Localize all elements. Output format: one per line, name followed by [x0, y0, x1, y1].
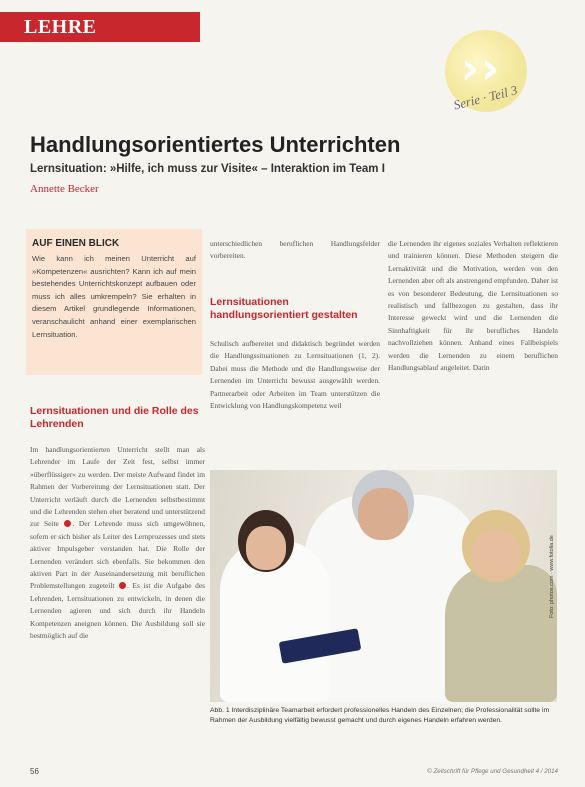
body-text: Im handlungsorientierten Unterricht stellt man als Lehrender im Laufe der Zeit fest, selbst immer »überflüssiger« zu werden. Der meiste Aufwand findet im Rahmen der Vorbereitung der Lernsituationen statt. Der Unterricht verläuft durch die Lernenden selbstbestimmt und die Lehrenden stehen eher beratend und unterstützend zur Seite	[30, 445, 205, 529]
article-title: Handlungsorientiertes Unterrichten	[30, 132, 401, 157]
section-heading-design: Lernsituationen handlungsorientiert gestalten	[210, 296, 358, 321]
body-text: unterschiedlichen beruflichen Handlungsfelder vorbereiten.	[210, 239, 380, 261]
section-label: LEHRE	[24, 16, 97, 38]
article-author: Annette Becker	[30, 183, 99, 195]
team-photo	[210, 470, 557, 702]
section-bar	[0, 12, 200, 42]
column-3-text	[388, 238, 558, 374]
double-chevron-icon: ›	[481, 43, 500, 94]
journal-footer: © Zeitschrift für Pflege und Gesundheit 4 / 2014	[427, 768, 558, 775]
body-text: die Lernenden ihr eigenes soziales Verhalten reflektieren und trainieren können. Diese Methoden steigern die Lernaktivität und die Motivation, werden von den Lernenden aber oft als anstrengend empfunden. Daher ist es von besonderer Bedeutung, die Lernsituationen so realistisch und fallbezogen zu gestalten, dass ihr Interesse geweckt wird und die Lernenden die Sinnhaftigkeit für ihr berufliches Handeln nachvollziehen können. Anhand eines Fallbeispiels werden die Lernenden zu einem beruflichen Handlungsablauf angeleitet. Darin	[388, 239, 558, 373]
photo-caption: Abb. 1 Interdisziplinäre Teamarbeit erfordert professionelles Handeln des Einzelnen; die Professionalität sollte im Rahmen der Ausbildung vielfältig bewusst gemacht und durch eigenes Handeln erfahren werden.	[210, 707, 550, 724]
series-label: Serie · Teil 3	[452, 82, 519, 113]
double-chevron-icon: ›	[461, 43, 480, 94]
column-2-intro	[210, 238, 380, 263]
numbered-marker-icon	[119, 582, 126, 589]
summary-box	[26, 229, 202, 375]
article-subtitle: Lernsituation: »Hilfe, ich muss zur Visite« – Interaktion im Team I	[30, 163, 385, 175]
summary-heading: AUF EINEN BLICK	[32, 238, 120, 249]
summary-text: Wie kann ich meinen Unterricht auf »Kompetenzen« ausrichten? Kann ich auf mein bestehendes Unterrichtskonzept aufbauen oder muss ich alles umkrempeln? Sie erhalten in diesem Artikel grundlegende Informationen, veranschaulicht anhand einer exemplarischen Lernsituation.	[32, 254, 196, 339]
body-text: . Der Lehrende muss sich umgewöhnen, sofern er sich bisher als Leiter des Lernprozesses und stets aktiver Impulsgeber verstanden hat. Die Rolle der Lernenden verändert sich ebenfalls. Sie bekommen den aktiven Part in der Auseinandersetzung mit beruflichen Problemstellungen zugeteilt	[30, 519, 205, 591]
numbered-marker-icon	[64, 520, 71, 527]
section-heading-role: Lernsituationen und die Rolle des Lehrenden	[30, 405, 199, 430]
body-text: . Es ist die Aufgabe des Lehrenden, Lernsituationen zu entwickeln, in denen die Lernenden agieren und sich durch ihr Handeln Kompetenzen aneignen können. Die Ausbildung soll sie bestmöglich auf die	[30, 581, 205, 641]
column-2-text	[210, 338, 380, 412]
column-1-text	[30, 444, 205, 643]
body-text: Schulisch aufbereitet und didaktisch begründet werden die Handlungssituationen zu Lernsituationen (1, 2). Dabei muss die Methode und die Handlungsweise der Lernenden im Unterricht bewusst ausgewählt werden. Partnerarbeit oder Arbeiten im Team unterstützen die Entwicklung von Handlungskompetenz weil	[210, 339, 380, 411]
photo-credit: Foto: photos.com · www.fotolia.de	[549, 535, 555, 618]
page-number: 56	[30, 767, 39, 776]
